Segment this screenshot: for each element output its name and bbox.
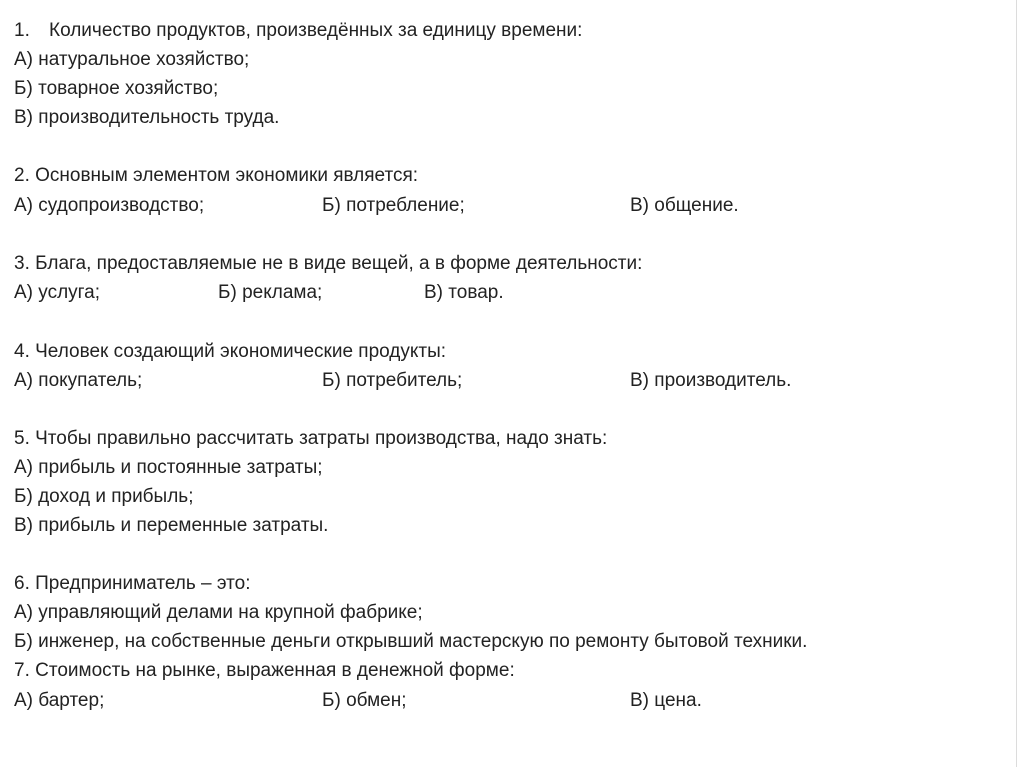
question-2-text: 2. Основным элементом экономики является:	[14, 165, 419, 186]
question-1-option-c: В) производительность труда.	[14, 107, 280, 128]
question-2-option-c: В) общение.	[630, 195, 739, 216]
question-4-option-a: А) покупатель;	[14, 370, 143, 391]
slide-edge-divider	[1016, 0, 1017, 767]
question-7-option-a: А) бартер;	[14, 690, 105, 711]
question-3-option-c: В) товар.	[424, 282, 504, 303]
question-2-option-b: Б) потребление;	[322, 195, 465, 216]
question-5-option-c: В) прибыль и переменные затраты.	[14, 515, 329, 536]
question-5-text: 5. Чтобы правильно рассчитать затраты производства, надо знать:	[14, 428, 608, 449]
question-1-text: Количество продуктов, произведённых за единицу времени:	[49, 20, 583, 41]
question-1-option-a: А) натуральное хозяйство;	[14, 49, 250, 70]
question-1-option-b: Б) товарное хозяйство;	[14, 78, 219, 99]
question-7-text: 7. Стоимость на рынке, выраженная в денежной форме:	[14, 660, 515, 681]
question-6-text: 6. Предприниматель – это:	[14, 573, 251, 594]
question-3-option-b: Б) реклама;	[218, 282, 323, 303]
question-2-option-a: А) судопроизводство;	[14, 195, 205, 216]
question-6-option-b: Б) инженер, на собственные деньги открывший мастерскую по ремонту бытовой техники.	[14, 631, 808, 652]
question-4-option-c: В) производитель.	[630, 370, 792, 391]
question-5-option-a: А) прибыль и постоянные затраты;	[14, 457, 323, 478]
question-7-option-c: В) цена.	[630, 690, 702, 711]
question-1-number: 1.	[14, 20, 30, 41]
question-3-text: 3. Блага, предоставляемые не в виде вещей, а в форме деятельности:	[14, 253, 643, 274]
question-6-option-a: А) управляющий делами на крупной фабрике;	[14, 602, 423, 623]
question-3-option-a: А) услуга;	[14, 282, 101, 303]
question-5-option-b: Б) доход и прибыль;	[14, 486, 194, 507]
question-4-option-b: Б) потребитель;	[322, 370, 463, 391]
question-4-text: 4. Человек создающий экономические продукты:	[14, 341, 447, 362]
question-7-option-b: Б) обмен;	[322, 690, 407, 711]
